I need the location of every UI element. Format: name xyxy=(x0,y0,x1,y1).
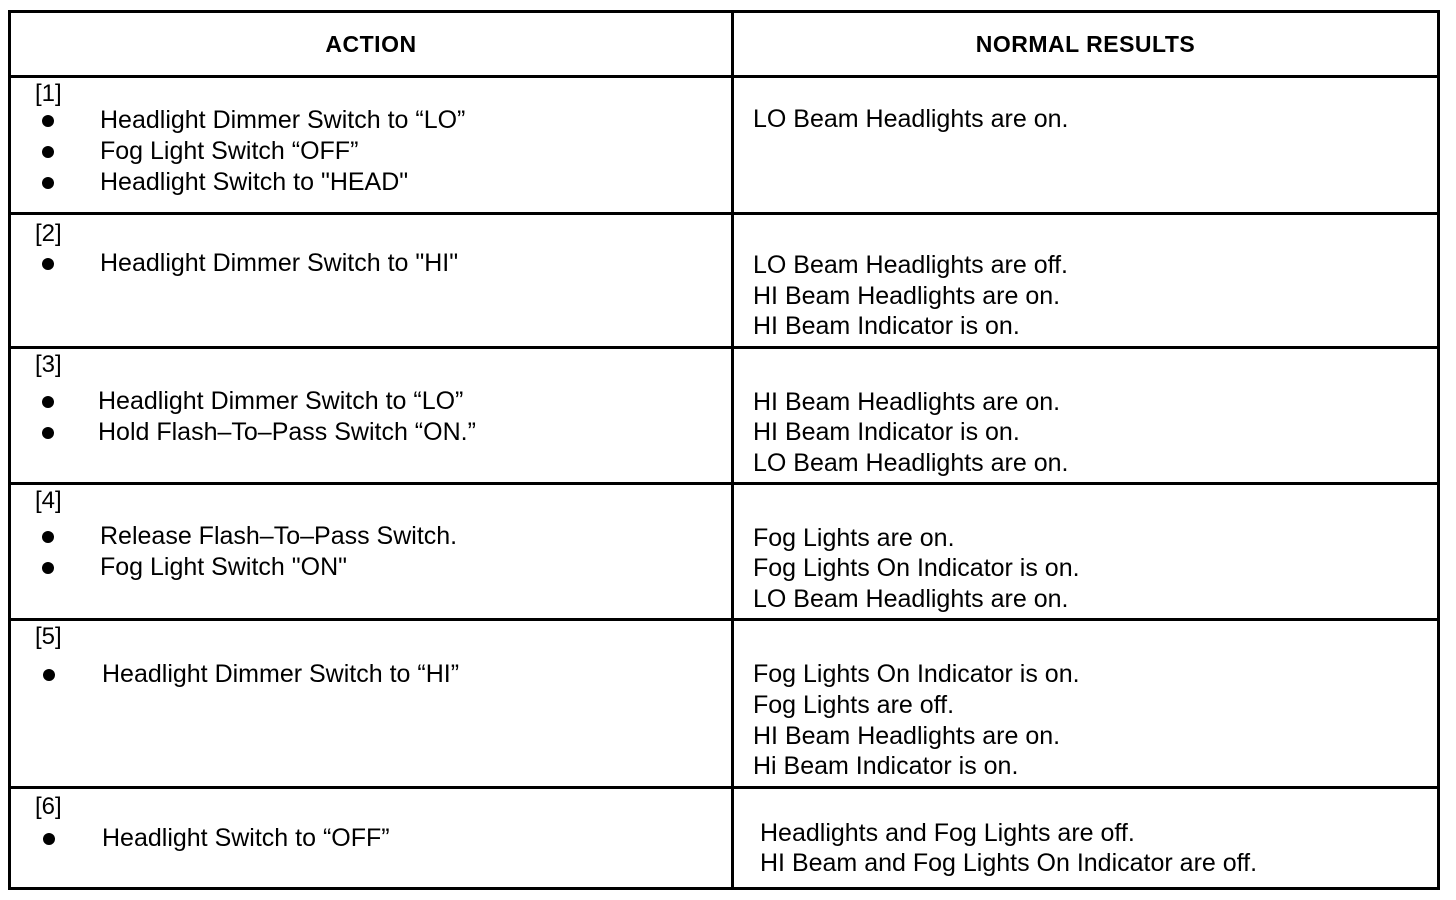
result-text: HI Beam Headlights are on. xyxy=(753,282,1061,310)
action-item xyxy=(11,167,726,198)
result-text: HI Beam Headlights are on. xyxy=(753,388,1061,416)
step-row-2 xyxy=(11,212,1437,346)
action-text: Release Flash–To–Pass Switch. xyxy=(100,522,458,550)
step-row-1 xyxy=(11,75,1437,212)
result-text: Fog Lights are off. xyxy=(753,691,955,719)
action-header: ACTION xyxy=(325,30,417,57)
result-text: Fog Lights are on. xyxy=(753,524,955,552)
bullet-icon xyxy=(42,562,54,574)
bullet-icon xyxy=(42,396,54,408)
action-text: Fog Light Switch "ON" xyxy=(100,553,348,581)
step-number: [2] xyxy=(35,220,62,247)
result-text: Fog Lights On Indicator is on. xyxy=(753,660,1080,688)
action-text: Headlight Dimmer Switch to “LO” xyxy=(98,387,464,415)
action-item xyxy=(11,105,726,136)
action-item xyxy=(11,521,726,552)
bullet-icon xyxy=(42,177,54,189)
action-text: Fog Light Switch “OFF” xyxy=(100,137,359,165)
step-row-6 xyxy=(11,786,1437,887)
action-item xyxy=(11,248,726,279)
result-text: LO Beam Headlights are off. xyxy=(753,251,1068,279)
results-header: NORMAL RESULTS xyxy=(975,30,1196,57)
procedure-table xyxy=(8,10,1440,890)
bullet-icon xyxy=(42,115,54,127)
step-number: [1] xyxy=(35,80,62,107)
bullet-icon xyxy=(42,258,54,270)
result-text: HI Beam Indicator is on. xyxy=(753,312,1020,340)
step-number: [5] xyxy=(35,623,62,650)
bullet-icon xyxy=(42,427,54,439)
bullet-icon xyxy=(43,669,55,681)
action-text: Headlight Switch to "HEAD" xyxy=(100,168,409,196)
step-number: [3] xyxy=(35,351,62,378)
action-item xyxy=(11,136,726,167)
action-item xyxy=(11,823,726,854)
action-item xyxy=(11,417,726,448)
step-row-4 xyxy=(11,482,1437,618)
header-row xyxy=(11,13,1437,75)
action-text: Headlight Dimmer Switch to “LO” xyxy=(100,106,466,134)
result-text: Headlights and Fog Lights are off. xyxy=(760,819,1135,847)
action-text: Hold Flash–To–Pass Switch “ON.” xyxy=(98,418,476,446)
step-number: [6] xyxy=(35,793,62,820)
step-number: [4] xyxy=(35,487,62,514)
result-text: HI Beam and Fog Lights On Indicator are off. xyxy=(760,849,1258,877)
result-text: LO Beam Headlights are on. xyxy=(753,105,1069,133)
result-text: LO Beam Headlights are on. xyxy=(753,585,1069,613)
action-text: Headlight Dimmer Switch to "HI" xyxy=(100,249,459,277)
step-row-3 xyxy=(11,346,1437,482)
step-row-5 xyxy=(11,618,1437,786)
result-text: Hi Beam Indicator is on. xyxy=(753,752,1019,780)
result-text: LO Beam Headlights are on. xyxy=(753,449,1069,477)
bullet-icon xyxy=(42,146,54,158)
action-item xyxy=(11,552,726,583)
result-text: HI Beam Indicator is on. xyxy=(753,418,1020,446)
result-text: Fog Lights On Indicator is on. xyxy=(753,554,1080,582)
bullet-icon xyxy=(42,531,54,543)
result-text: HI Beam Headlights are on. xyxy=(753,722,1061,750)
action-text: Headlight Switch to “OFF” xyxy=(102,824,390,852)
bullet-icon xyxy=(43,833,55,845)
action-text: Headlight Dimmer Switch to “HI” xyxy=(102,660,460,688)
action-item xyxy=(11,386,726,417)
action-item xyxy=(11,659,726,690)
